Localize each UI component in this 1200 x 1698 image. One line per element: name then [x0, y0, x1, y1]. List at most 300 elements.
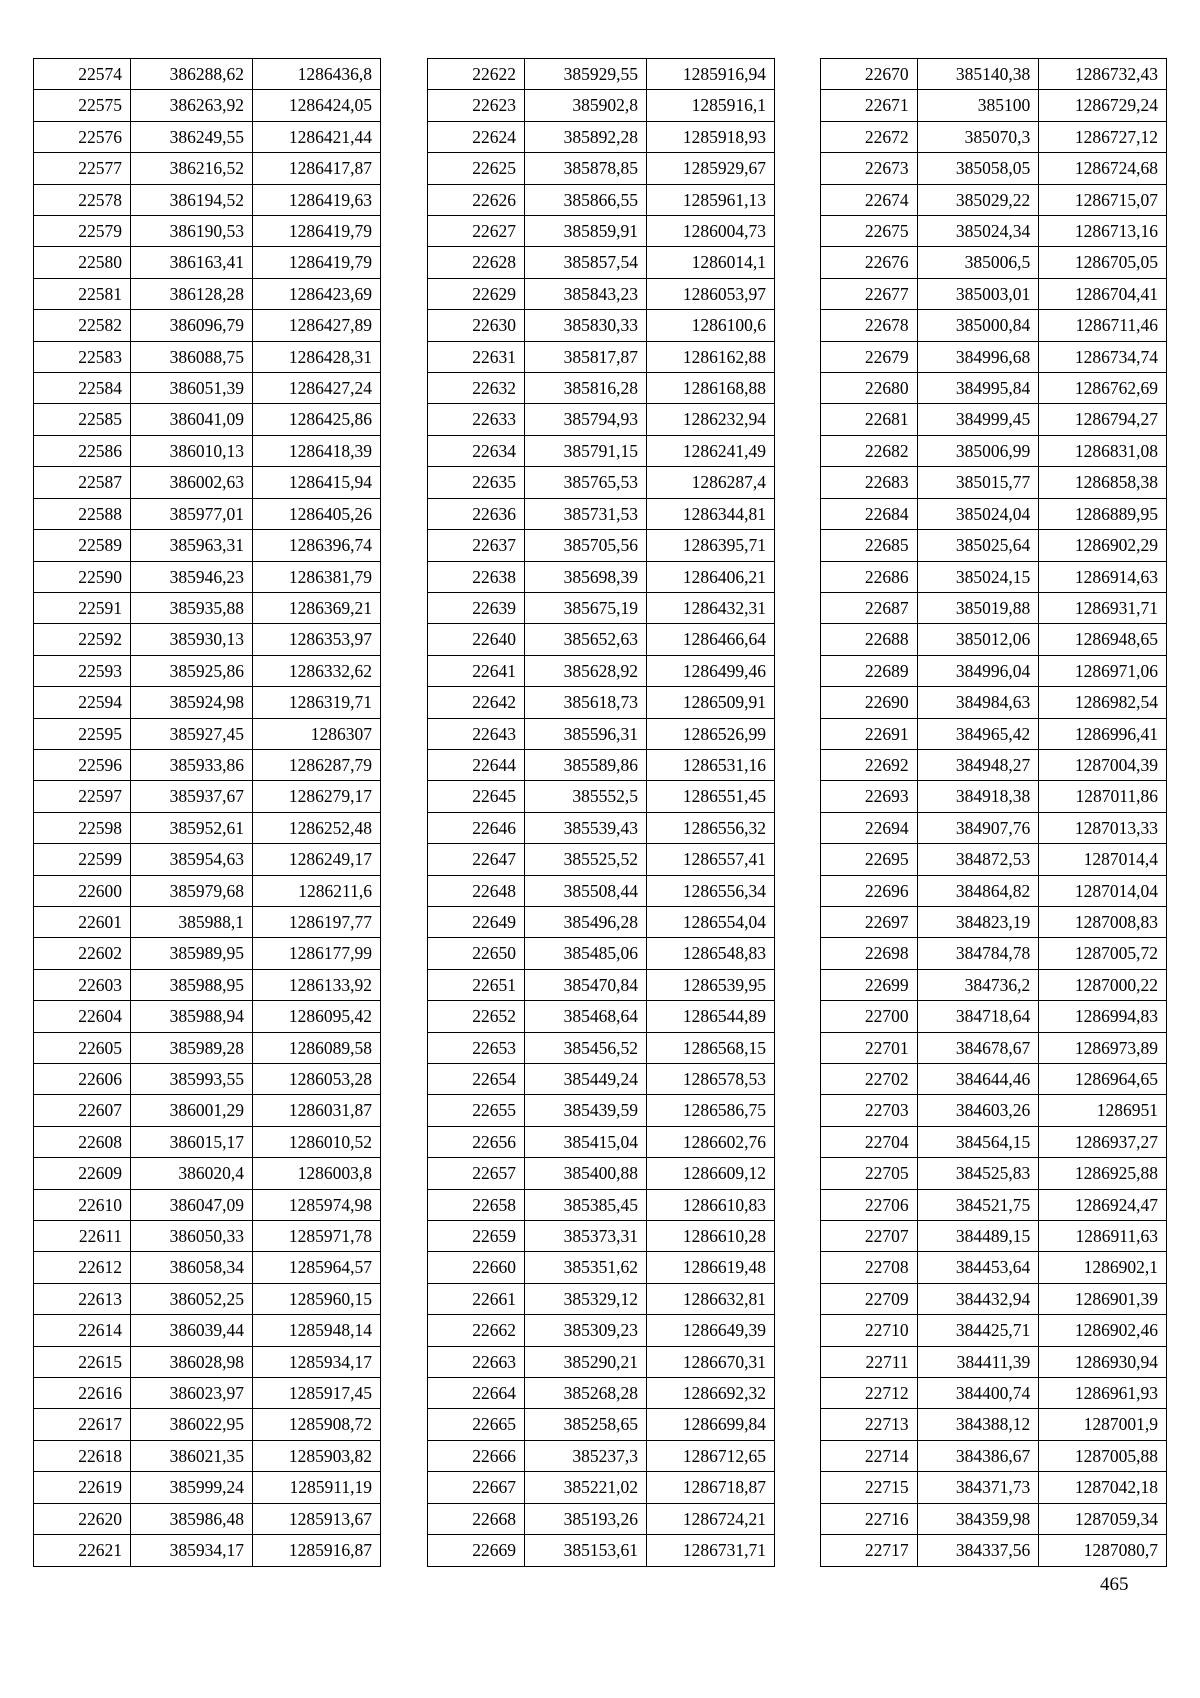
y-coordinate-cell: 1286713,16: [1039, 216, 1167, 247]
point-number-cell: 22664: [428, 1378, 525, 1409]
y-coordinate-cell: 1286632,81: [647, 1283, 775, 1314]
y-coordinate-cell: 1286551,45: [647, 781, 775, 812]
y-coordinate-cell: 1286427,89: [253, 310, 381, 341]
table-row: [821, 1535, 1167, 1566]
x-coordinate-cell: 385221,02: [525, 1472, 647, 1503]
x-coordinate-cell: 384371,73: [917, 1472, 1039, 1503]
table-row: [821, 1503, 1167, 1534]
x-coordinate-cell: 385924,98: [131, 687, 253, 718]
table-row: [428, 1252, 775, 1283]
x-coordinate-cell: 385705,56: [525, 530, 647, 561]
y-coordinate-cell: 1286526,99: [647, 718, 775, 749]
point-number-cell: 22620: [34, 1503, 131, 1534]
point-number-cell: 22702: [821, 1064, 918, 1095]
x-coordinate-cell: 385019,88: [917, 592, 1039, 623]
y-coordinate-cell: 1286568,15: [647, 1032, 775, 1063]
point-number-cell: 22681: [821, 404, 918, 435]
x-coordinate-cell: 385794,93: [525, 404, 647, 435]
table-row: [821, 1252, 1167, 1283]
point-number-cell: 22708: [821, 1252, 918, 1283]
table-row: [34, 1503, 381, 1534]
y-coordinate-cell: 1285918,93: [647, 121, 775, 152]
point-number-cell: 22713: [821, 1409, 918, 1440]
y-coordinate-cell: 1286544,89: [647, 1001, 775, 1032]
x-coordinate-cell: 384521,75: [917, 1189, 1039, 1220]
x-coordinate-cell: 386263,92: [131, 90, 253, 121]
point-number-cell: 22650: [428, 938, 525, 969]
point-number-cell: 22652: [428, 1001, 525, 1032]
y-coordinate-cell: 1287042,18: [1039, 1472, 1167, 1503]
table-row: [428, 655, 775, 686]
x-coordinate-cell: 385025,64: [917, 530, 1039, 561]
y-coordinate-cell: 1286930,94: [1039, 1346, 1167, 1377]
table-row: [428, 1440, 775, 1471]
x-coordinate-cell: 385496,28: [525, 906, 647, 937]
y-coordinate-cell: 1286031,87: [253, 1095, 381, 1126]
y-coordinate-cell: 1286609,12: [647, 1158, 775, 1189]
point-number-cell: 22666: [428, 1440, 525, 1471]
y-coordinate-cell: 1285960,15: [253, 1283, 381, 1314]
x-coordinate-cell: 385986,48: [131, 1503, 253, 1534]
x-coordinate-cell: 386190,53: [131, 216, 253, 247]
y-coordinate-cell: 1286692,32: [647, 1378, 775, 1409]
x-coordinate-cell: 384359,98: [917, 1503, 1039, 1534]
point-number-cell: 22659: [428, 1221, 525, 1252]
x-coordinate-cell: 384736,2: [917, 969, 1039, 1000]
point-number-cell: 22604: [34, 1001, 131, 1032]
x-coordinate-cell: 385952,61: [131, 812, 253, 843]
table-row: [34, 812, 381, 843]
point-number-cell: 22609: [34, 1158, 131, 1189]
x-coordinate-cell: 385930,13: [131, 624, 253, 655]
point-number-cell: 22716: [821, 1503, 918, 1534]
table-row: [34, 655, 381, 686]
table-row: [428, 121, 775, 152]
y-coordinate-cell: 1286619,48: [647, 1252, 775, 1283]
point-number-cell: 22621: [34, 1535, 131, 1566]
x-coordinate-cell: 385508,44: [525, 875, 647, 906]
point-number-cell: 22598: [34, 812, 131, 843]
table-row: [34, 749, 381, 780]
x-coordinate-cell: 385988,95: [131, 969, 253, 1000]
table-row: [34, 592, 381, 623]
x-coordinate-cell: 385024,04: [917, 498, 1039, 529]
y-coordinate-cell: 1285913,67: [253, 1503, 381, 1534]
point-number-cell: 22641: [428, 655, 525, 686]
point-number-cell: 22589: [34, 530, 131, 561]
y-coordinate-cell: 1286003,8: [253, 1158, 381, 1189]
y-coordinate-cell: 1286499,46: [647, 655, 775, 686]
y-coordinate-cell: 1286425,86: [253, 404, 381, 435]
table-row: [428, 749, 775, 780]
x-coordinate-cell: 385830,33: [525, 310, 647, 341]
point-number-cell: 22675: [821, 216, 918, 247]
point-number-cell: 22712: [821, 1378, 918, 1409]
y-coordinate-cell: 1286133,92: [253, 969, 381, 1000]
x-coordinate-cell: 384603,26: [917, 1095, 1039, 1126]
y-coordinate-cell: 1285974,98: [253, 1189, 381, 1220]
point-number-cell: 22618: [34, 1440, 131, 1471]
point-number-cell: 22672: [821, 121, 918, 152]
y-coordinate-cell: 1286914,63: [1039, 561, 1167, 592]
y-coordinate-cell: 1287005,88: [1039, 1440, 1167, 1471]
x-coordinate-cell: 386288,62: [131, 59, 253, 90]
table-row: [34, 718, 381, 749]
y-coordinate-cell: 1287080,7: [1039, 1535, 1167, 1566]
y-coordinate-cell: 1286162,88: [647, 341, 775, 372]
y-coordinate-cell: 1286177,99: [253, 938, 381, 969]
point-number-cell: 22576: [34, 121, 131, 152]
x-coordinate-cell: 384872,53: [917, 844, 1039, 875]
point-number-cell: 22629: [428, 278, 525, 309]
point-number-cell: 22646: [428, 812, 525, 843]
point-number-cell: 22585: [34, 404, 131, 435]
table-row: [821, 373, 1167, 404]
x-coordinate-cell: 385817,87: [525, 341, 647, 372]
x-coordinate-cell: 385892,28: [525, 121, 647, 152]
x-coordinate-cell: 385193,26: [525, 1503, 647, 1534]
x-coordinate-cell: 385816,28: [525, 373, 647, 404]
point-number-cell: 22717: [821, 1535, 918, 1566]
y-coordinate-cell: 1286415,94: [253, 467, 381, 498]
table-row: [821, 875, 1167, 906]
x-coordinate-cell: 384948,27: [917, 749, 1039, 780]
point-number-cell: 22707: [821, 1221, 918, 1252]
point-number-cell: 22688: [821, 624, 918, 655]
table-row: [821, 938, 1167, 969]
y-coordinate-cell: 1285948,14: [253, 1315, 381, 1346]
x-coordinate-cell: 384996,68: [917, 341, 1039, 372]
table-row: [428, 812, 775, 843]
table-row: [821, 1378, 1167, 1409]
table-row: [34, 844, 381, 875]
table-row: [428, 1158, 775, 1189]
point-number-cell: 22633: [428, 404, 525, 435]
point-number-cell: 22699: [821, 969, 918, 1000]
table-row: [34, 1283, 381, 1314]
point-number-cell: 22669: [428, 1535, 525, 1566]
table-row: [428, 341, 775, 372]
y-coordinate-cell: 1286432,31: [647, 592, 775, 623]
point-number-cell: 22648: [428, 875, 525, 906]
point-number-cell: 22687: [821, 592, 918, 623]
x-coordinate-cell: 385843,23: [525, 278, 647, 309]
table-row: [34, 1032, 381, 1063]
point-number-cell: 22683: [821, 467, 918, 498]
point-number-cell: 22587: [34, 467, 131, 498]
table-row: [428, 1032, 775, 1063]
table-row: [821, 153, 1167, 184]
point-number-cell: 22651: [428, 969, 525, 1000]
table-row: [821, 1315, 1167, 1346]
y-coordinate-cell: 1286419,79: [253, 247, 381, 278]
x-coordinate-cell: 385589,86: [525, 749, 647, 780]
table-row: [34, 781, 381, 812]
table-row: [34, 341, 381, 372]
coordinate-table-3: [820, 58, 1167, 1567]
x-coordinate-cell: 384984,63: [917, 687, 1039, 718]
y-coordinate-cell: 1286951: [1039, 1095, 1167, 1126]
point-number-cell: 22602: [34, 938, 131, 969]
y-coordinate-cell: 1285964,57: [253, 1252, 381, 1283]
x-coordinate-cell: 385456,52: [525, 1032, 647, 1063]
point-number-cell: 22680: [821, 373, 918, 404]
point-number-cell: 22612: [34, 1252, 131, 1283]
y-coordinate-cell: 1286053,97: [647, 278, 775, 309]
table-row: [34, 435, 381, 466]
x-coordinate-cell: 385415,04: [525, 1126, 647, 1157]
y-coordinate-cell: 1286557,41: [647, 844, 775, 875]
table-row: [428, 1346, 775, 1377]
x-coordinate-cell: 385935,88: [131, 592, 253, 623]
table-row: [34, 310, 381, 341]
y-coordinate-cell: 1286369,21: [253, 592, 381, 623]
point-number-cell: 22693: [821, 781, 918, 812]
y-coordinate-cell: 1286610,28: [647, 1221, 775, 1252]
x-coordinate-cell: 386041,09: [131, 404, 253, 435]
point-number-cell: 22644: [428, 749, 525, 780]
y-coordinate-cell: 1286252,48: [253, 812, 381, 843]
y-coordinate-cell: 1286718,87: [647, 1472, 775, 1503]
table-row: [821, 561, 1167, 592]
point-number-cell: 22634: [428, 435, 525, 466]
y-coordinate-cell: 1286531,16: [647, 749, 775, 780]
x-coordinate-cell: 385329,12: [525, 1283, 647, 1314]
point-number-cell: 22599: [34, 844, 131, 875]
point-number-cell: 22601: [34, 906, 131, 937]
point-number-cell: 22574: [34, 59, 131, 90]
y-coordinate-cell: 1286427,24: [253, 373, 381, 404]
table-row: [821, 592, 1167, 623]
y-coordinate-cell: 1286794,27: [1039, 404, 1167, 435]
point-number-cell: 22686: [821, 561, 918, 592]
y-coordinate-cell: 1286734,74: [1039, 341, 1167, 372]
y-coordinate-cell: 1286168,88: [647, 373, 775, 404]
point-number-cell: 22645: [428, 781, 525, 812]
point-number-cell: 22710: [821, 1315, 918, 1346]
table-row: [428, 1283, 775, 1314]
point-number-cell: 22583: [34, 341, 131, 372]
table-row: [821, 247, 1167, 278]
y-coordinate-cell: 1286901,39: [1039, 1283, 1167, 1314]
table-row: [821, 655, 1167, 686]
table-row: [428, 530, 775, 561]
x-coordinate-cell: 386096,79: [131, 310, 253, 341]
y-coordinate-cell: 1286670,31: [647, 1346, 775, 1377]
x-coordinate-cell: 385552,5: [525, 781, 647, 812]
table-row: [428, 153, 775, 184]
point-number-cell: 22637: [428, 530, 525, 561]
x-coordinate-cell: 385070,3: [917, 121, 1039, 152]
x-coordinate-cell: 385237,3: [525, 1440, 647, 1471]
x-coordinate-cell: 385989,95: [131, 938, 253, 969]
x-coordinate-cell: 385937,67: [131, 781, 253, 812]
y-coordinate-cell: 1286889,95: [1039, 498, 1167, 529]
point-number-cell: 22631: [428, 341, 525, 372]
table-row: [428, 184, 775, 215]
x-coordinate-cell: 385857,54: [525, 247, 647, 278]
point-number-cell: 22615: [34, 1346, 131, 1377]
y-coordinate-cell: 1287005,72: [1039, 938, 1167, 969]
y-coordinate-cell: 1286307: [253, 718, 381, 749]
y-coordinate-cell: 1286100,6: [647, 310, 775, 341]
table-row: [428, 1064, 775, 1095]
table-row: [428, 59, 775, 90]
x-coordinate-cell: 385539,43: [525, 812, 647, 843]
y-coordinate-cell: 1286971,06: [1039, 655, 1167, 686]
table-row: [821, 1440, 1167, 1471]
point-number-cell: 22630: [428, 310, 525, 341]
table-row: [821, 906, 1167, 937]
y-coordinate-cell: 1286353,97: [253, 624, 381, 655]
x-coordinate-cell: 386015,17: [131, 1126, 253, 1157]
table-row: [34, 216, 381, 247]
table-row: [428, 1126, 775, 1157]
table-row: [428, 467, 775, 498]
point-number-cell: 22616: [34, 1378, 131, 1409]
point-number-cell: 22592: [34, 624, 131, 655]
table-row: [428, 247, 775, 278]
table-row: [821, 812, 1167, 843]
point-number-cell: 22578: [34, 184, 131, 215]
x-coordinate-cell: 385993,55: [131, 1064, 253, 1095]
y-coordinate-cell: 1285916,1: [647, 90, 775, 121]
y-coordinate-cell: 1287059,34: [1039, 1503, 1167, 1534]
point-number-cell: 22600: [34, 875, 131, 906]
table-row: [34, 1126, 381, 1157]
table-row: [428, 1535, 775, 1566]
point-number-cell: 22586: [34, 435, 131, 466]
point-number-cell: 22691: [821, 718, 918, 749]
table-row: [34, 278, 381, 309]
point-number-cell: 22697: [821, 906, 918, 937]
table-row: [821, 969, 1167, 1000]
y-coordinate-cell: 1286014,1: [647, 247, 775, 278]
x-coordinate-cell: 384386,67: [917, 1440, 1039, 1471]
point-number-cell: 22661: [428, 1283, 525, 1314]
y-coordinate-cell: 1285911,19: [253, 1472, 381, 1503]
y-coordinate-cell: 1286344,81: [647, 498, 775, 529]
table-row: [34, 467, 381, 498]
point-number-cell: 22640: [428, 624, 525, 655]
table-row: [821, 184, 1167, 215]
table-row: [428, 1189, 775, 1220]
y-coordinate-cell: 1286548,83: [647, 938, 775, 969]
point-number-cell: 22709: [821, 1283, 918, 1314]
y-coordinate-cell: 1286466,64: [647, 624, 775, 655]
point-number-cell: 22689: [821, 655, 918, 686]
table-row: [821, 624, 1167, 655]
point-number-cell: 22658: [428, 1189, 525, 1220]
point-number-cell: 22622: [428, 59, 525, 90]
table-row: [34, 153, 381, 184]
x-coordinate-cell: 384388,12: [917, 1409, 1039, 1440]
point-number-cell: 22704: [821, 1126, 918, 1157]
point-number-cell: 22667: [428, 1472, 525, 1503]
y-coordinate-cell: 1286996,41: [1039, 718, 1167, 749]
point-number-cell: 22606: [34, 1064, 131, 1095]
x-coordinate-cell: 385596,31: [525, 718, 647, 749]
table-row: [34, 1535, 381, 1566]
table-row: [821, 781, 1167, 812]
x-coordinate-cell: 385024,34: [917, 216, 1039, 247]
y-coordinate-cell: 1286924,47: [1039, 1189, 1167, 1220]
x-coordinate-cell: 386020,4: [131, 1158, 253, 1189]
point-number-cell: 22663: [428, 1346, 525, 1377]
point-number-cell: 22625: [428, 153, 525, 184]
y-coordinate-cell: 1286649,39: [647, 1315, 775, 1346]
y-coordinate-cell: 1285908,72: [253, 1409, 381, 1440]
table-row: [428, 90, 775, 121]
y-coordinate-cell: 1286973,89: [1039, 1032, 1167, 1063]
point-number-cell: 22714: [821, 1440, 918, 1471]
page-number: 465: [1100, 1574, 1129, 1595]
y-coordinate-cell: 1285916,94: [647, 59, 775, 90]
table-row: [34, 1221, 381, 1252]
table-row: [821, 530, 1167, 561]
table-row: [34, 1064, 381, 1095]
point-number-cell: 22694: [821, 812, 918, 843]
point-number-cell: 22603: [34, 969, 131, 1000]
y-coordinate-cell: 1286232,94: [647, 404, 775, 435]
y-coordinate-cell: 1286729,24: [1039, 90, 1167, 121]
y-coordinate-cell: 1286586,75: [647, 1095, 775, 1126]
table-row: [821, 1189, 1167, 1220]
y-coordinate-cell: 1286902,29: [1039, 530, 1167, 561]
x-coordinate-cell: 384718,64: [917, 1001, 1039, 1032]
table-row: [34, 498, 381, 529]
y-coordinate-cell: 1286994,83: [1039, 1001, 1167, 1032]
y-coordinate-cell: 1286704,41: [1039, 278, 1167, 309]
table-row: [428, 781, 775, 812]
table-row: [821, 844, 1167, 875]
point-number-cell: 22581: [34, 278, 131, 309]
x-coordinate-cell: 385791,15: [525, 435, 647, 466]
table-row: [821, 1095, 1167, 1126]
y-coordinate-cell: 1286279,17: [253, 781, 381, 812]
x-coordinate-cell: 385385,45: [525, 1189, 647, 1220]
x-coordinate-cell: 385954,63: [131, 844, 253, 875]
y-coordinate-cell: 1285903,82: [253, 1440, 381, 1471]
table-row: [34, 530, 381, 561]
y-coordinate-cell: 1286381,79: [253, 561, 381, 592]
x-coordinate-cell: 386001,29: [131, 1095, 253, 1126]
x-coordinate-cell: 384400,74: [917, 1378, 1039, 1409]
x-coordinate-cell: 385029,22: [917, 184, 1039, 215]
table-row: [34, 1095, 381, 1126]
table-row: [428, 373, 775, 404]
x-coordinate-cell: 385006,5: [917, 247, 1039, 278]
x-coordinate-cell: 385618,73: [525, 687, 647, 718]
y-coordinate-cell: 1285971,78: [253, 1221, 381, 1252]
y-coordinate-cell: 1286436,8: [253, 59, 381, 90]
table-row: [34, 1472, 381, 1503]
y-coordinate-cell: 1286010,52: [253, 1126, 381, 1157]
x-coordinate-cell: 385988,94: [131, 1001, 253, 1032]
x-coordinate-cell: 384678,67: [917, 1032, 1039, 1063]
x-coordinate-cell: 385351,62: [525, 1252, 647, 1283]
table-row: [34, 1409, 381, 1440]
point-number-cell: 22588: [34, 498, 131, 529]
point-number-cell: 22617: [34, 1409, 131, 1440]
x-coordinate-cell: 385258,65: [525, 1409, 647, 1440]
x-coordinate-cell: 384525,83: [917, 1158, 1039, 1189]
y-coordinate-cell: 1287011,86: [1039, 781, 1167, 812]
point-number-cell: 22635: [428, 467, 525, 498]
table-row: [821, 216, 1167, 247]
x-coordinate-cell: 385003,01: [917, 278, 1039, 309]
table-row: [821, 90, 1167, 121]
